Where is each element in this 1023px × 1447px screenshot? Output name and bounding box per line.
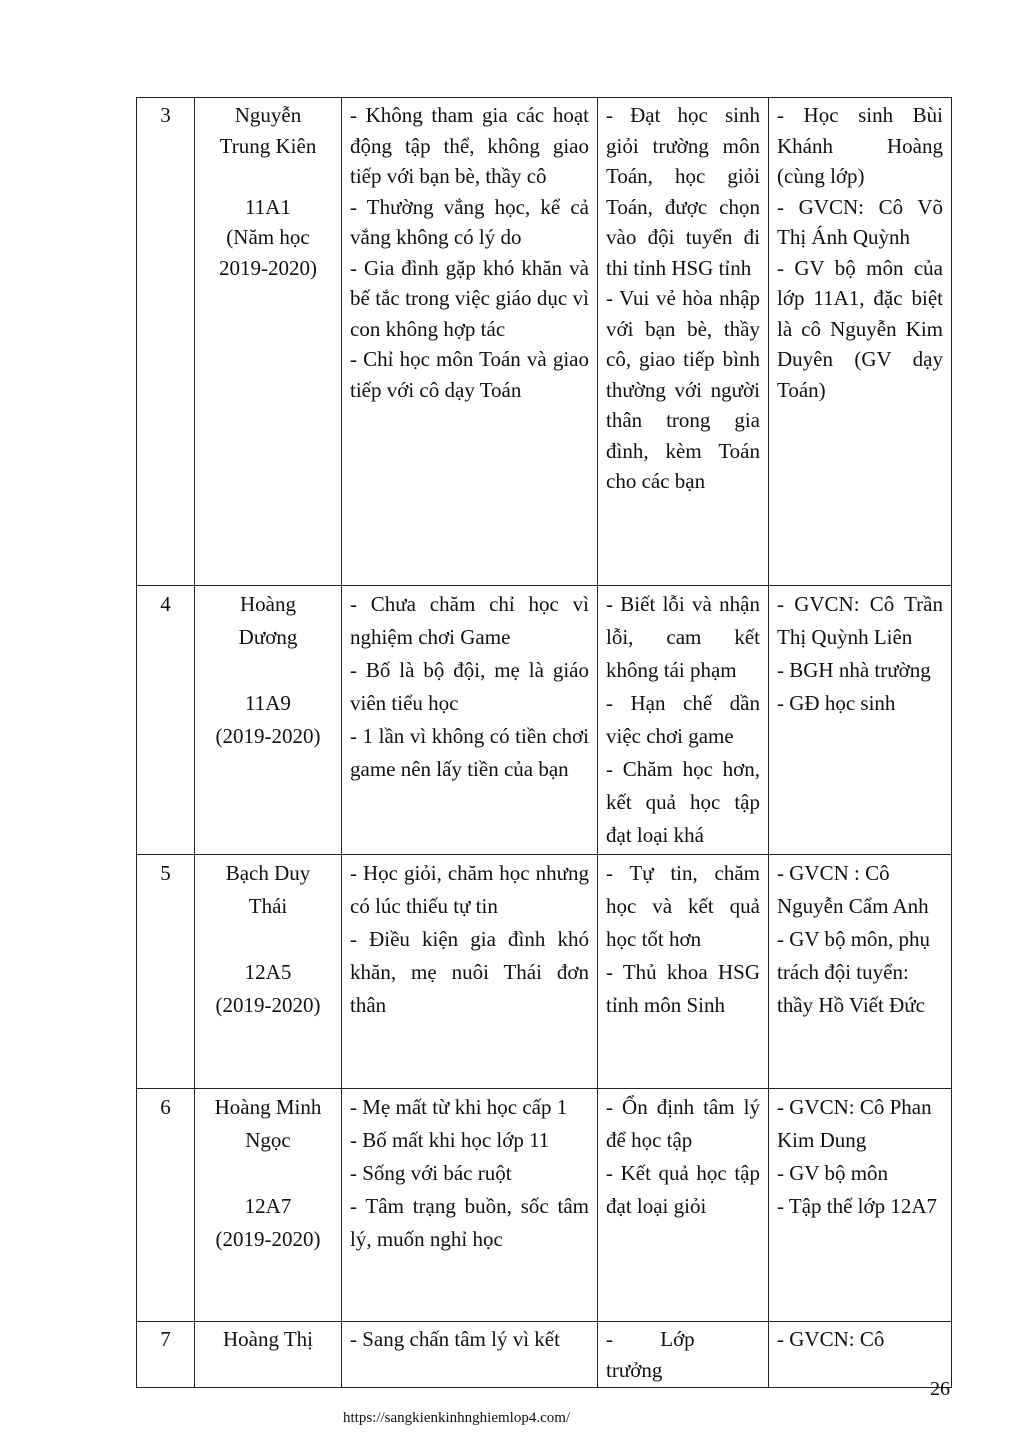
- table-row: [137, 1322, 952, 1388]
- student-cell: [195, 855, 342, 1089]
- support-cell: - GVCN: Cô Trần Thị Quỳnh Liên - BGH nhà trường - GĐ học sinh: [769, 586, 952, 855]
- row-number: 7: [137, 1322, 195, 1388]
- result-cell: - Ổn định tâm lý để học tập - Kết quả học tập đạt loại giỏi: [598, 1089, 769, 1322]
- student-class: 12A7: [244, 1194, 292, 1218]
- student-cell: [195, 1089, 342, 1322]
- support-cell: - GVCN : Cô Nguyễn Cẩm Anh - GV bộ môn, phụ trách đội tuyển: thầy Hồ Viết Đức: [769, 855, 952, 1089]
- student-name: Hoàng Thị: [222, 1327, 314, 1351]
- table-row: [137, 855, 952, 1089]
- footer-url[interactable]: https://sangkienkinhnghiemlop4.com/: [343, 1410, 571, 1426]
- school-year: 2019-2020): [219, 255, 317, 280]
- school-year: (2019-2020): [215, 724, 321, 748]
- student-name: Nguyễn: [234, 103, 302, 127]
- table-row: [137, 1089, 952, 1322]
- student-name: Dương: [238, 625, 298, 649]
- result-cell: - Biết lỗi và nhận lỗi, cam kết không tái phạm - Hạn chế dần việc chơi game - Chăm học hơn, kết quả học tập đạt loại khá: [598, 586, 769, 855]
- student-name: Ngọc: [245, 1128, 291, 1152]
- row-number: 3: [137, 98, 195, 586]
- student-name: Hoàng Minh: [214, 1095, 322, 1119]
- student-name: Bạch Duy: [225, 861, 311, 885]
- table-row: [137, 98, 952, 586]
- support-cell: - GVCN: Cô: [769, 1322, 952, 1388]
- support-cell: - GVCN: Cô Phan Kim Dung - GV bộ môn - Tập thể lớp 12A7: [769, 1089, 952, 1322]
- situation-cell: - Không tham gia các hoạt động tập thể, không giao tiếp với bạn bè, thầy cô - Thường vắng học, kể cả vắng không có lý do - Gia đình gặp khó khăn và bế tắc trong việc giáo dục vì con không hợp tác - Chỉ học môn Toán và giao tiếp với cô dạy Toán: [342, 98, 598, 586]
- support-cell: - Học sinh Bùi Khánh Hoàng (cùng lớp) - GVCN: Cô Võ Thị Ánh Quỳnh - GV bộ môn của lớp 11A1, đặc biệt là cô Nguyễn Kim Duyên (GV dạy Toán): [769, 98, 952, 586]
- row-number: 4: [137, 586, 195, 855]
- situation-cell: - Chưa chăm chỉ học vì nghiệm chơi Game - Bố là bộ đội, mẹ là giáo viên tiểu học - 1 lần vì không có tiền chơi game nên lấy tiền của bạn: [342, 586, 598, 855]
- student-class: 11A1: [245, 194, 291, 219]
- school-year: (Năm học: [226, 225, 310, 249]
- student-name: Trung Kiên: [219, 133, 317, 158]
- row-number: 5: [137, 855, 195, 1089]
- student-name: Thái: [248, 894, 288, 918]
- case-table: [136, 97, 952, 1388]
- situation-cell: - Học giỏi, chăm học nhưng có lúc thiếu tự tin - Điều kiện gia đình khó khăn, mẹ nuôi Thái đơn thân: [342, 855, 598, 1089]
- row-number: 6: [137, 1089, 195, 1322]
- table-row: [137, 586, 952, 855]
- student-cell: [195, 1322, 342, 1388]
- situation-cell: - Sang chấn tâm lý vì kết: [342, 1322, 598, 1388]
- result-cell: - Lớp trưởng: [598, 1322, 769, 1388]
- student-class: 12A5: [244, 960, 292, 984]
- school-year: (2019-2020): [215, 993, 321, 1017]
- student-class: 11A9: [245, 691, 291, 715]
- situation-cell: - Mẹ mất từ khi học cấp 1 - Bố mất khi học lớp 11 - Sống với bác ruột - Tâm trạng buồn, sốc tâm lý, muốn nghỉ học: [342, 1089, 598, 1322]
- student-cell: [195, 586, 342, 855]
- result-cell: - Tự tin, chăm học và kết quả học tốt hơn - Thủ khoa HSG tỉnh môn Sinh: [598, 855, 769, 1089]
- school-year: (2019-2020): [215, 1227, 321, 1251]
- result-cell: - Đạt học sinh giỏi trường môn Toán, học giỏi Toán, được chọn vào đội tuyển đi thi tỉnh HSG tỉnh - Vui vẻ hòa nhập với bạn bè, thầy cô, giao tiếp bình thường với người thân trong gia đình, kèm Toán cho các bạn: [598, 98, 769, 586]
- student-name: Hoàng: [240, 592, 296, 616]
- student-cell: [195, 98, 342, 586]
- page-number: 26: [930, 1378, 950, 1400]
